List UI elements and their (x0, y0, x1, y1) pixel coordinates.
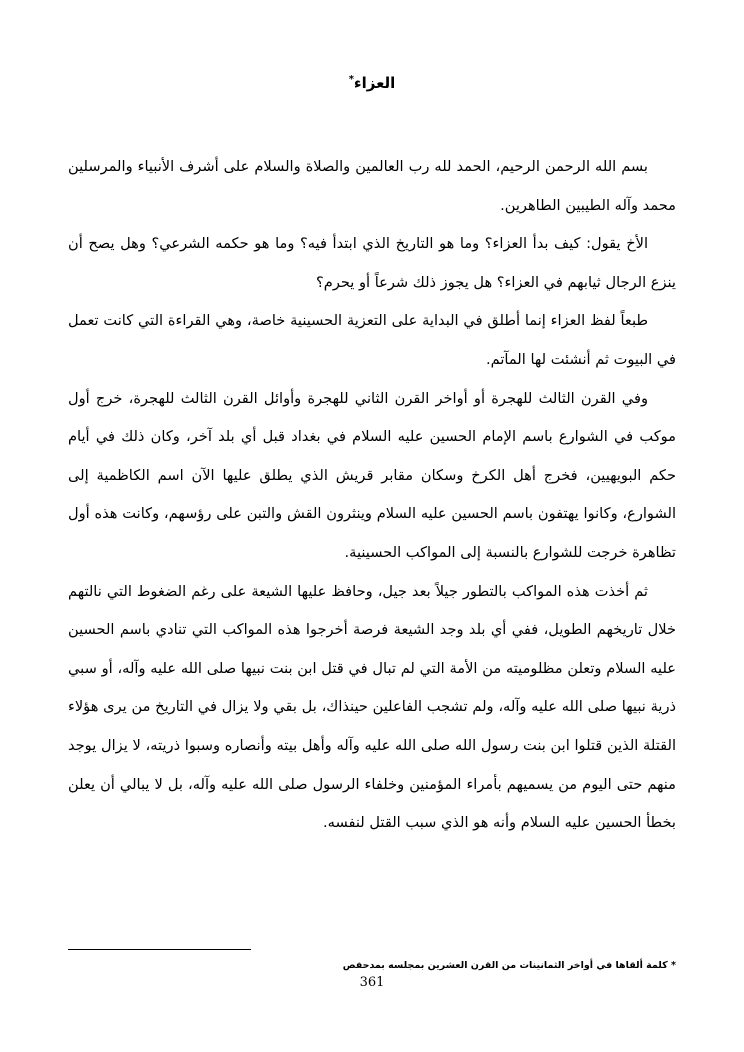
page-number: 361 (359, 975, 385, 990)
paragraph: وفي القرن الثالث للهجرة أو أواخر القرن الثاني للهجرة وأوائل القرن الثالث للهجرة، خرج أول موكب في الشوارع باسم الإمام الحسين عليه السلام في بغداد قبل أي بلد آخر، وكان ذلك في أيام حكم البويهيين، فخرج أهل الكرخ وسكان مقابر قريش الذي يطلق عليها الآن اسم الكاظمية إلى الشوارع، وكانوا يهتفون باسم الحسين عليه السلام وينثرون القش والتبن على رؤسهم، وكانت هذه أول تظاهرة خرجت للشوارع بالنسبة إلى المواكب الحسينية. (68, 389, 676, 561)
footnote-text: كلمة ألقاها في أواخر الثمانينات من القرن العشرين بمجلسه بمدحفص (342, 960, 668, 971)
body-text (68, 148, 676, 843)
paragraph: بسم الله الرحمن الرحيم، الحمد لله رب العالمين والصلاة والسلام على أشرف الأنبياء والمرسلين محمد وآله الطيبين الطاهرين. (68, 158, 676, 214)
paragraph: طبعاً لفظ العزاء إنما أطلق في البداية على التعزية الحسينية خاصة، وهي القراءة التي كانت تعمل في البيوت ثم أنشئت لها المآتم. (68, 312, 676, 368)
title-footnote-mark: * (348, 74, 354, 85)
footnote (343, 960, 676, 971)
footnote-divider (68, 949, 251, 950)
paragraph: الأخ يقول: كيف بدأ العزاء؟ وما هو التاريخ الذي ابتدأ فيه؟ وما هو حكمه الشرعي؟ وهل يصح أن ينزع الرجال ثيابهم في العزاء؟ هل يجوز ذلك شرعاً أو يحرم؟ (68, 235, 676, 291)
paragraph: ثم أخذت هذه المواكب بالتطور جيلاً بعد جيل، وحافظ عليها الشيعة على رغم الضغوط التي نالتهم خلال تاريخهم الطويل، ففي أي بلد وجد الشيعة فرصة أخرجوا هذه المواكب التي تنادي باسم الحسين عليه السلام وتعلن مظلوميته من الأمة التي لم تبال في قتل ابن بنت نبيها صلى الله عليه وآله، أو سبي ذرية نبيها صلى الله عليه وآله، ولم تشجب الفاعلين حينذاك، بل بقي ولا يزال في التاريخ من يرى هؤلاء القتلة الذين قتلوا ابن بنت رسول الله صلى الله عليه وآله وأهل بيته وأنصاره وسبوا ذريته، لا يزال يوجد منهم حتى اليوم من يسميهم بأمراء المؤمنين وخلفاء الرسول صلى الله عليه وآله، بل لا يبالي أن يعلن بخطأ الحسين عليه السلام وأنه هو الذي سبب القتل لنفسه. (68, 582, 676, 832)
footnote-mark: * (671, 960, 676, 971)
page-title (0, 74, 744, 92)
title-text: العزاء (353, 74, 396, 92)
